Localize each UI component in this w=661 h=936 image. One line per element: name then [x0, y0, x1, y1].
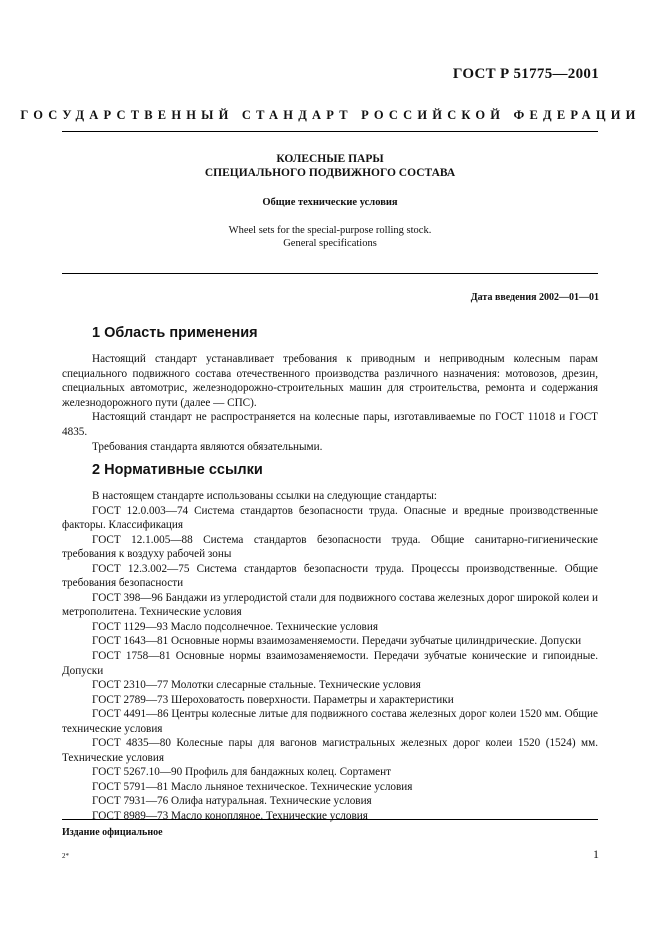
signature-mark: 2*	[62, 852, 69, 860]
section-1-paragraph: Требования стандарта являются обязательными.	[92, 440, 323, 453]
reference-item: ГОСТ 5791—81 Масло льняное техническое. Технические условия	[92, 780, 413, 793]
reference-item: ГОСТ 8989—73 Масло конопляное. Технические условия	[92, 810, 368, 823]
header-divider	[62, 131, 598, 132]
reference-item: ГОСТ 7931—76 Олифа натуральная. Технические условия	[92, 795, 372, 808]
official-edition-label: Издание официальное	[62, 827, 163, 838]
references-intro: В настоящем стандарте использованы ссылки на следующие стандарты:	[92, 490, 437, 502]
reference-item: ГОСТ 1643—81 Основные нормы взаимозаменяемости. Передачи зубчатые цилиндрические. Допуски	[92, 635, 582, 648]
reference-item: ГОСТ 398—96 Бандажи из углеродистой стали для подвижного состава железных дорог широкой колеи и метрополитена. Технические условия	[62, 591, 598, 619]
document-code: ГОСТ Р 51775—2001	[452, 66, 599, 82]
reference-item: ГОСТ 2310—77 Молотки слесарные стальные. Технические условия	[92, 679, 421, 692]
state-standard-title: ГОСУДАРСТВЕННЫЙ СТАНДАРТ РОССИЙСКОЙ ФЕДЕРАЦИИ	[20, 108, 641, 122]
effective-date: Дата введения 2002—01—01	[470, 292, 599, 303]
document-title	[62, 152, 598, 180]
english-title	[62, 224, 598, 250]
reference-item: ГОСТ 2789—73 Шероховатость поверхности. Параметры и характеристики	[92, 693, 454, 706]
reference-item: ГОСТ 1129—93 Масло подсолнечное. Технические условия	[92, 620, 378, 633]
title-divider	[62, 273, 598, 274]
title-line-2: СПЕЦИАЛЬНОГО ПОДВИЖНОГО СОСТАВА	[204, 167, 456, 179]
reference-item: ГОСТ 12.1.005—88 Система стандартов безопасности труда. Общие санитарно-гигиенические требования к воздуху рабочей зоны	[62, 533, 598, 561]
reference-item: ГОСТ 4835—80 Колесные пары для вагонов магистральных железных дорог колеи 1520 (1524) мм. Технические условия	[62, 737, 598, 764]
footer-divider	[62, 819, 598, 820]
section-1-paragraph: Настоящий стандарт устанавливает требования к приводным и неприводным колесным парам специального подвижного состава отечественного производства различного назначения: мотовозов, дрезин, специальных автомотрис, железнодорожно-строительных машин для строительства, ремонта и содержания железнодорожного пути (далее — СПС).	[62, 353, 598, 409]
reference-item: ГОСТ 1758—81 Основные нормы взаимозаменяемости. Передачи зубчатые конические и гипоидные. Допуски	[62, 650, 598, 677]
normative-references	[62, 489, 598, 824]
title-line-1: КОЛЕСНЫЕ ПАРЫ	[276, 153, 384, 165]
section-1-body	[62, 352, 598, 454]
english-title-line-1: Wheel sets for the special-purpose rolling stock.	[228, 225, 432, 236]
english-title-line-2: General specifications	[283, 238, 377, 249]
reference-item: ГОСТ 12.0.003—74 Система стандартов безопасности труда. Опасные и вредные производственные факторы. Классификация	[62, 504, 598, 532]
document-subtitle: Общие технические условия	[262, 197, 398, 208]
reference-item: ГОСТ 4491—86 Центры колесные литые для подвижного состава железных дорог колеи 1520 мм. Общие технические условия	[62, 708, 598, 735]
page-number: 1	[593, 847, 599, 861]
section-2-heading: 2 Нормативные ссылки	[92, 462, 263, 478]
section-1-heading: 1 Область применения	[92, 325, 258, 341]
section-1-paragraph: Настоящий стандарт не распространяется на колесные пары, изготавливаемые по ГОСТ 11018 и ГОСТ 4835.	[62, 411, 598, 438]
reference-item: ГОСТ 12.3.002—75 Система стандартов безопасности труда. Процессы производственные. Общие требования безопасности	[62, 562, 598, 590]
reference-item: ГОСТ 5267.10—90 Профиль для бандажных колец. Сортамент	[92, 766, 392, 779]
